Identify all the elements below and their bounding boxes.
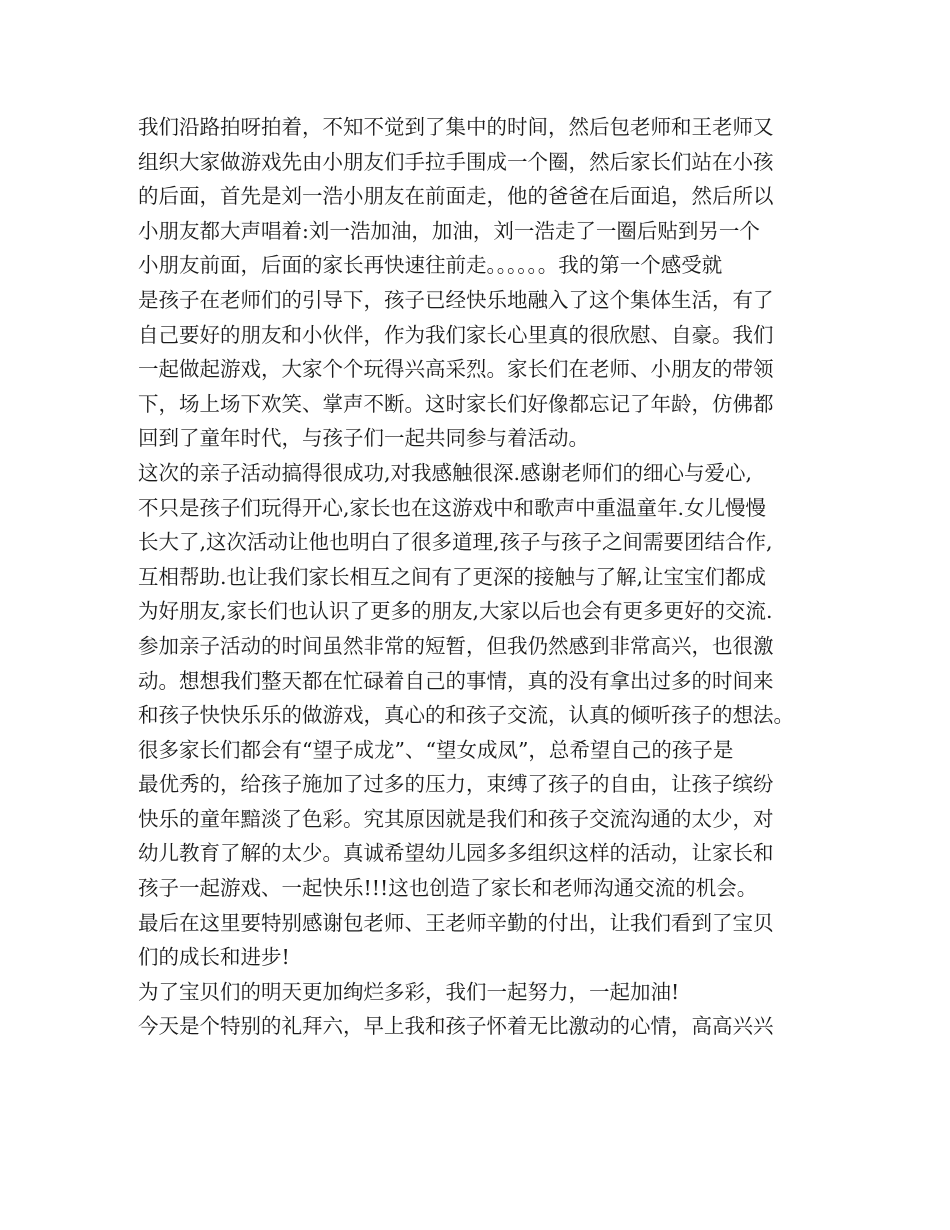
text-line: 这次的亲子活动搞得很成功,对我感触很深.感谢老师们的细心与爱心, — [138, 460, 753, 485]
text-line: 我们沿路拍呀拍着，不知不觉到了集中的时间，然后包老师和王老师又 — [138, 115, 774, 139]
text-line: 最后在这里要特别感谢包老师、王老师辛勤的付出，让我们看到了宝贝 — [138, 910, 774, 935]
text-line: 长大了,这次活动让他也明白了很多道理,孩子与孩子之间需要团结合作, — [138, 530, 773, 555]
text-line: 很多家长们都会有“望子成龙”、“望女成凤”，总希望自己的孩子是 — [138, 737, 734, 762]
text-line: 们的成长和进步! — [138, 945, 290, 970]
text-line: 最优秀的，给孩子施加了过多的压力，束缚了孩子的自由，让孩子缤纷 — [138, 772, 774, 797]
text-line: 组织大家做游戏先由小朋友们手拉手围成一个圈，然后家长们站在小孩 — [138, 149, 774, 174]
text-line: 一起做起游戏，大家个个玩得兴高采烈。家长们在老师、小朋友的带领 — [138, 357, 774, 382]
text-line: 小朋友前面，后面的家长再快速往前走。。。。。。我的第一个感受就 — [138, 253, 723, 278]
text-line: 参加亲子活动的时间虽然非常的短暂，但我仍然感到非常高兴，也很激 — [138, 633, 774, 658]
document-body — [138, 110, 828, 1044]
text-line: 孩子一起游戏、一起快乐!!!这也创造了家长和老师沟通交流的机会。 — [138, 876, 758, 901]
text-line: 下，场上场下欢笑、掌声不断。这时家长们好像都忘记了年龄，仿佛都 — [138, 391, 774, 416]
text-line: 不只是孩子们玩得开心,家长也在这游戏中和歌声中重温童年.女儿慢慢 — [138, 495, 767, 520]
text-line: 和孩子快快乐乐的做游戏，真心的和孩子交流，认真的倾听孩子的想法。 — [138, 703, 794, 728]
text-line: 回到了童年时代，与孩子们一起共同参与着活动。 — [138, 426, 589, 451]
text-line: 幼儿教育了解的太少。真诚希望幼儿园多多组织这样的活动，让家长和 — [138, 841, 774, 866]
text-line: 为了宝贝们的明天更加绚烂多彩，我们一起努力，一起加油! — [138, 979, 680, 1004]
text-line: 小朋友都大声唱着:刘一浩加油，加油，刘一浩走了一圈后贴到另一个 — [138, 218, 760, 243]
text-line: 是孩子在老师们的引导下，孩子已经快乐地融入了这个集体生活，有了 — [138, 287, 774, 312]
text-line: 今天是个特别的礼拜六，早上我和孩子怀着无比激动的心情，高高兴兴 — [138, 1014, 774, 1039]
text-line: 快乐的童年黯淡了色彩。究其原因就是我们和孩子交流沟通的太少，对 — [138, 806, 774, 831]
text-line: 的后面，首先是刘一浩小朋友在前面走，他的爸爸在后面追，然后所以 — [138, 184, 774, 209]
text-line: 自己要好的朋友和小伙伴，作为我们家长心里真的很欣慰、自豪。我们 — [138, 322, 774, 347]
text-line: 互相帮助.也让我们家长相互之间有了更深的接触与了解,让宝宝们都成 — [138, 564, 767, 589]
text-line: 动。想想我们整天都在忙碌着自己的事情，真的没有拿出过多的时间来 — [138, 668, 774, 693]
text-line: 为好朋友,家长们也认识了更多的朋友,大家以后也会有更多更好的交流. — [138, 599, 773, 624]
